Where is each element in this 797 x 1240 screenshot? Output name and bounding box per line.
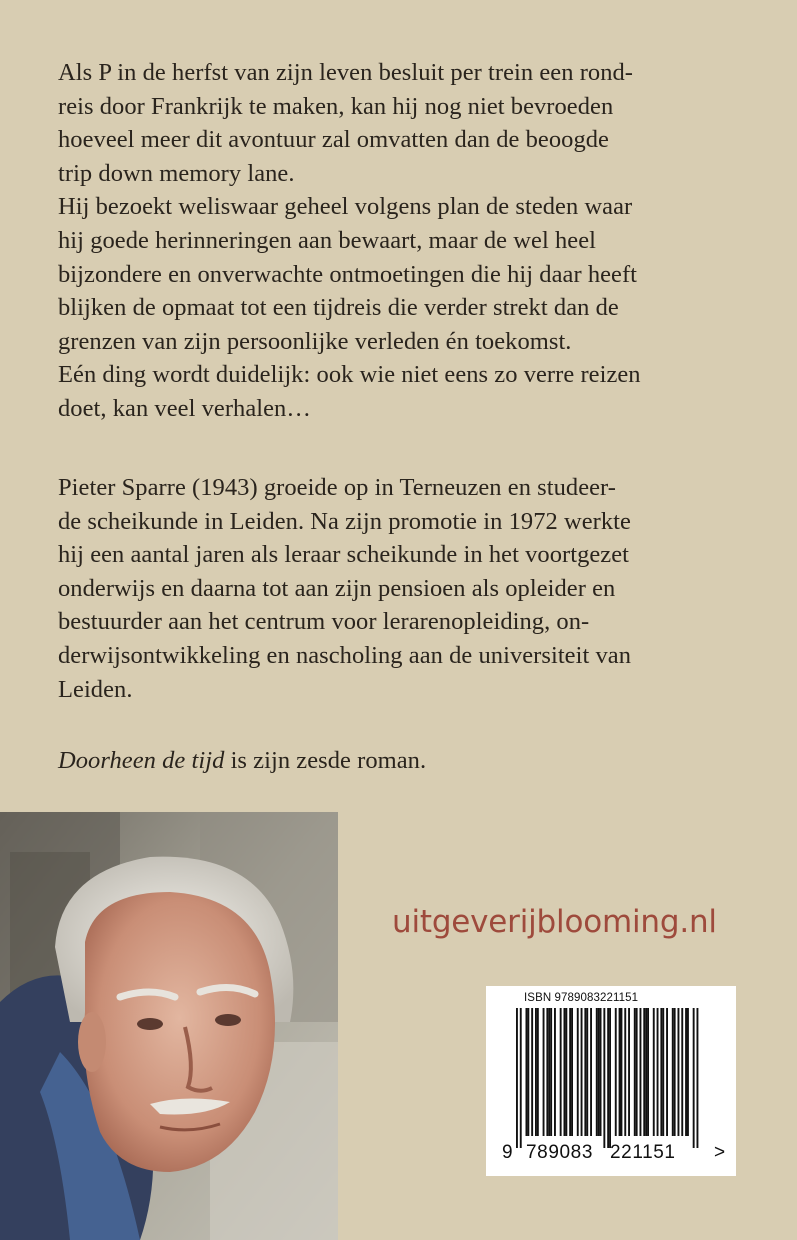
barcode-stripe	[569, 1008, 571, 1136]
barcode-stripe	[603, 1008, 605, 1148]
barcode-stripe	[548, 1008, 550, 1136]
barcode-stripe	[537, 1008, 539, 1136]
barcode-stripe	[600, 1008, 602, 1136]
barcode-stripe	[697, 1008, 699, 1148]
barcode-stripe	[624, 1008, 626, 1136]
author-photo	[0, 812, 338, 1240]
barcode-stripe	[619, 1008, 621, 1136]
isbn-left-group: 789083	[526, 1142, 594, 1163]
barcode-stripe	[571, 1008, 573, 1136]
barcode-stripe	[554, 1008, 556, 1136]
blurb-text	[58, 56, 748, 426]
barcode-stripe	[647, 1008, 649, 1136]
barcode-stripe	[687, 1008, 689, 1136]
barcode-stripe	[657, 1008, 659, 1136]
barcode-stripe	[516, 1008, 518, 1148]
barcode-stripe	[543, 1008, 545, 1136]
isbn-digits	[486, 1142, 736, 1172]
barcode-stripe	[564, 1008, 566, 1136]
barcode-stripe	[640, 1008, 642, 1136]
barcode-stripe	[615, 1008, 617, 1136]
isbn-barcode	[486, 986, 736, 1176]
barcode-stripe	[550, 1008, 552, 1136]
barcode-stripe	[653, 1008, 655, 1136]
isbn-first-digit: 9	[502, 1142, 513, 1163]
blurb-line: grenzen van zijn persoonlijke verleden én toekomst.	[58, 327, 572, 355]
blurb-line: reis door Frankrijk te maken, kan hij nog niet bevroeden	[58, 92, 614, 120]
blurb-line: Hij bezoekt weliswaar geheel volgens plan de steden waar	[58, 193, 633, 221]
barcode-stripe	[531, 1008, 533, 1136]
barcode-stripe	[584, 1008, 586, 1136]
barcode-stripe	[581, 1008, 583, 1136]
bio-line: onderwijs en daarna tot aan zijn pensioen als opleider en	[58, 574, 616, 602]
closing-sentence	[58, 744, 748, 778]
blurb-line: Als P in de herfst van zijn leven besluit per trein een rond-	[58, 59, 634, 86]
barcode-icon	[486, 1008, 736, 1148]
barcode-stripe	[535, 1008, 537, 1136]
barcode-stripe	[693, 1008, 695, 1148]
closing-rest: is zijn zesde roman.	[224, 747, 427, 774]
blurb-line: Eén ding wordt duidelijk: ook wie niet eens zo verre reizen	[58, 361, 641, 389]
barcode-stripe	[621, 1008, 623, 1136]
barcode-stripe	[590, 1008, 592, 1136]
barcode-stripe	[546, 1008, 548, 1136]
barcode-stripe	[609, 1008, 611, 1148]
barcode-stripe	[685, 1008, 687, 1136]
bio-line: derwijsontwikkeling en nascholing aan de universiteit van	[58, 641, 632, 669]
author-bio	[58, 471, 748, 706]
barcode-stripe	[662, 1008, 664, 1136]
closing-line	[58, 744, 748, 778]
isbn-label: ISBN 9789083221151	[524, 992, 639, 1004]
author-portrait-icon	[0, 812, 338, 1240]
barcode-stripe	[598, 1008, 600, 1136]
barcode-stripe	[645, 1008, 647, 1136]
barcode-stripe	[672, 1008, 674, 1136]
barcode-stripe	[634, 1008, 636, 1136]
barcode-stripe	[628, 1008, 630, 1136]
barcode-stripe	[607, 1008, 609, 1148]
blurb-line: doet, kan veel verhalen…	[58, 394, 311, 422]
bio-line: de scheikunde in Leiden. Na zijn promotie in 1972 werkte	[58, 507, 631, 535]
isbn-right-group: 221151	[610, 1142, 676, 1163]
blurb-line: hij goede herinneringen aan bewaart, maar de wel heel	[58, 226, 596, 254]
barcode-stripe	[560, 1008, 562, 1136]
book-title: Doorheen de tijd	[58, 747, 225, 774]
blurb-line: trip down memory lane.	[58, 159, 295, 187]
bio-line: Leiden.	[58, 675, 133, 703]
blurb-line: bijzondere en onverwachte ontmoetingen die hij daar heeft	[58, 260, 638, 288]
barcode-stripe	[660, 1008, 662, 1136]
barcode-stripe	[526, 1008, 528, 1136]
bio-line: bestuurder aan het centrum voor lerarenopleiding, on-	[58, 608, 590, 636]
barcode-stripe	[577, 1008, 579, 1136]
barcode-stripe	[636, 1008, 638, 1136]
barcode-stripe	[643, 1008, 645, 1136]
isbn-arrow: >	[714, 1142, 726, 1163]
blurb-line: hoeveel meer dit avontuur zal omvatten dan de beoogde	[58, 126, 609, 154]
barcode-stripe	[527, 1008, 529, 1136]
barcode-stripe	[674, 1008, 676, 1136]
barcode-stripe	[666, 1008, 668, 1136]
blurb-line: blijken de opmaat tot een tijdreis die verder strekt dan de	[58, 294, 619, 322]
barcode-stripe	[678, 1008, 680, 1136]
barcode-stripe	[565, 1008, 567, 1136]
bio-line: Pieter Sparre (1943) groeide op in Terneuzen en studeer-	[58, 474, 616, 501]
barcode-stripe	[681, 1008, 683, 1136]
barcode-stripe	[520, 1008, 522, 1148]
publisher-website[interactable]: uitgeverijblooming.nl	[392, 904, 717, 940]
barcode-stripe	[586, 1008, 588, 1136]
barcode-stripe	[596, 1008, 598, 1136]
bio-line: hij een aantal jaren als leraar scheikunde in het voortgezet	[58, 541, 629, 569]
